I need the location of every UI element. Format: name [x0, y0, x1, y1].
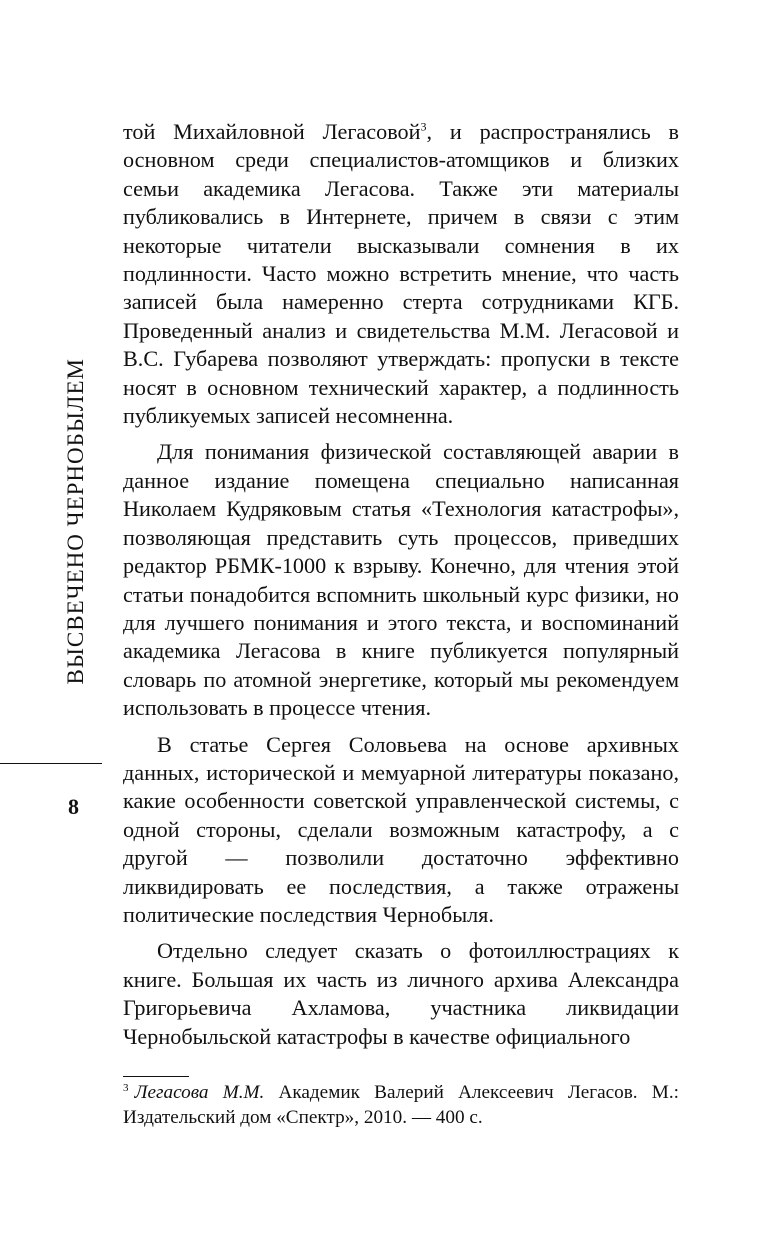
running-head: ВЫСВЕЧЕНО ЧЕРНОБЫЛЕМ [63, 358, 88, 685]
paragraph-1-rest: , и распространялись в основном среди специалистов-атомщиков и близких семьи академика Легасова. Также эти материалы публиковались в Интернете, причем в связи с этим некоторые читатели высказывали сомнения в их подлинности. Часто можно встретить мнение, что часть записей была намеренно стерта сотрудниками КГБ. Проведенный анализ и свидетельства М.М. Легасовой и В.С. Губарева позволяют утверждать: пропуски в тексте носят в основном технический характер, а подлинность публикуемых записей несомненна. [123, 119, 679, 429]
paragraph-2: Для понимания физической составляющей аварии в данное издание помещена специально написанная Николаем Кудряковым статья «Технология катастрофы», позволяющая представить суть процессов, приведших редактор РБМК-1000 к взрыву. Конечно, для чтения этой статьи понадобится вспомнить школьный курс физики, но для лучшего понимания и этого текста, и воспоминаний академика Легасова в книге публикуется популярный словарь по атомной энергетике, который мы рекомендуем использовать в процессе чтения. [123, 439, 679, 721]
page-number: 8 [68, 794, 79, 819]
paragraph-1-start: той Михайловной Легасовой [123, 119, 421, 144]
footnote-rule [123, 1076, 189, 1077]
paragraph-3: В статье Сергея Соловьева на основе архивных данных, исторической и мемуарной литературы показано, какие особенности советской управленческой системы, с одной стороны, сделали возможным катастрофу, а с другой — позволили достаточно эффективно ликвидировать ее последствия, а также отражены политические последствия Чернобыля. [123, 731, 679, 927]
paragraph-1 [123, 118, 679, 430]
footnote-reference[interactable]: 3 [420, 119, 427, 134]
footnote-text: Академик Валерий Алексеевич Легасов. М.: Издательский дом «Спектр», 2010. — 400 с. [123, 1082, 679, 1128]
footnote-mark: 3 [123, 1081, 129, 1094]
paragraph-4: Отдельно следует сказать о фотоиллюстрациях к книге. Большая их часть из личного архива Александра Григорьевича Ахламова, участника ликвидации Чернобыльской катастрофы в качестве официального [123, 938, 679, 1049]
footnote-author: Легасова М.М. [134, 1082, 265, 1103]
footnote [123, 1080, 679, 1130]
running-head-rule [0, 763, 102, 764]
main-text [123, 118, 679, 1059]
